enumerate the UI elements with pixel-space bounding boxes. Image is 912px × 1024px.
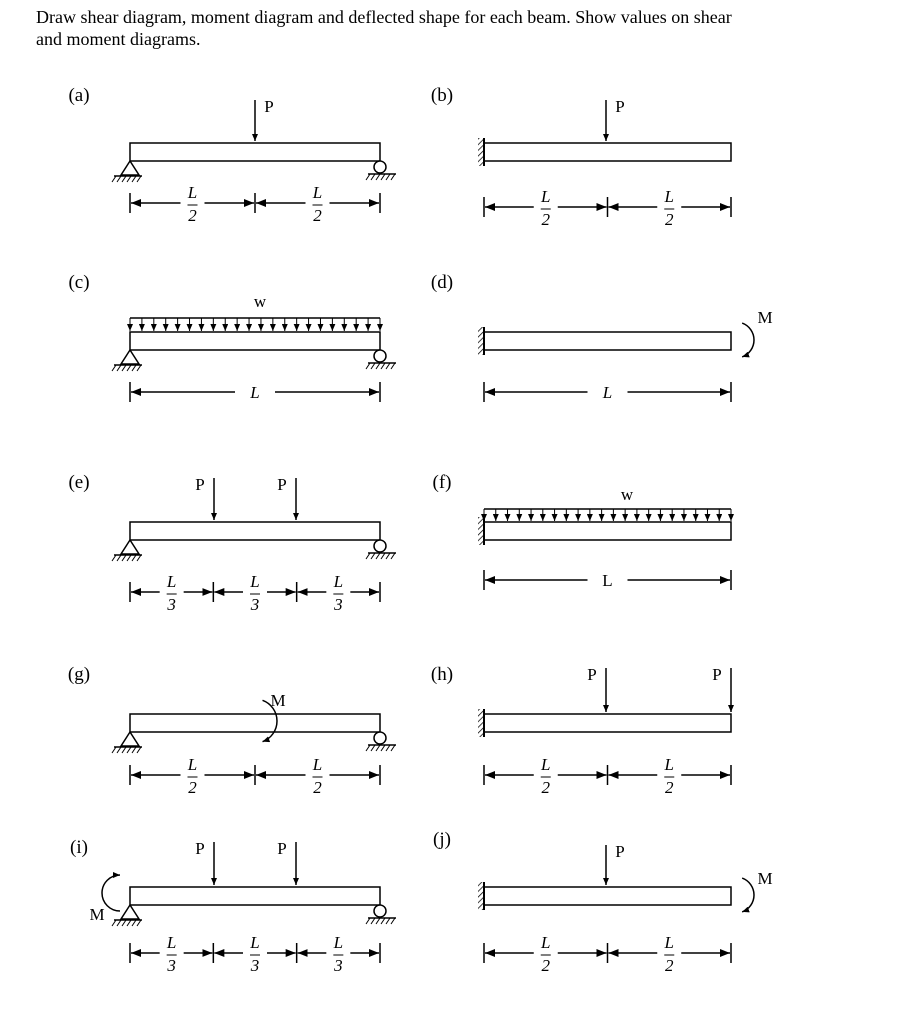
ground-hatch	[112, 747, 116, 753]
dimension-denominator: 2	[665, 210, 674, 229]
moment-arrow	[742, 878, 754, 912]
instructions-line-2: and moment diagrams.	[36, 29, 201, 49]
dimension-numerator: L	[166, 933, 177, 952]
dimension-denominator: 3	[334, 595, 343, 614]
moment-label: M	[270, 691, 286, 710]
pin-support	[121, 161, 139, 175]
ground-hatch	[371, 553, 375, 559]
dimension-numerator: L	[664, 187, 674, 206]
roller-support	[374, 350, 386, 362]
ground-hatch	[122, 365, 126, 371]
dimension-numerator: L	[312, 755, 323, 774]
load-label: P	[587, 665, 597, 684]
ground-hatch	[132, 555, 136, 561]
dimension-numerator: L	[187, 183, 198, 202]
load-label: w	[620, 485, 634, 504]
ground-hatch	[122, 555, 126, 561]
load-label: P	[195, 839, 205, 858]
ground-hatch	[391, 918, 395, 924]
ground-hatch	[122, 747, 126, 753]
dimension-denominator: 3	[167, 956, 176, 975]
pin-support	[121, 540, 139, 554]
ground-hatch	[391, 363, 395, 369]
pin-support	[121, 350, 139, 364]
ground-hatch	[127, 920, 131, 926]
dimension-numerator: L	[333, 572, 344, 591]
problem-j	[433, 829, 773, 975]
dimension-numerator: L	[312, 183, 323, 202]
beam	[130, 887, 380, 905]
ground-hatch	[127, 365, 131, 371]
problem-g	[68, 664, 396, 797]
ground-hatch	[366, 174, 370, 180]
dimension-denominator: 3	[250, 956, 260, 975]
load-label: P	[195, 475, 205, 494]
moment-label: M	[757, 869, 773, 888]
load-label: P	[277, 475, 287, 494]
ground-hatch	[112, 365, 116, 371]
ground-hatch	[381, 918, 385, 924]
ground-hatch	[391, 553, 395, 559]
ground-hatch	[371, 918, 375, 924]
problem-label: (h)	[430, 664, 454, 685]
dimension-numerator: L	[166, 572, 177, 591]
beam	[484, 714, 731, 732]
problem-label: (b)	[430, 85, 454, 106]
dimension-denominator: 3	[250, 595, 260, 614]
ground-hatch	[376, 553, 380, 559]
ground-hatch	[127, 176, 131, 182]
ground-hatch	[112, 555, 116, 561]
ground-hatch	[117, 176, 121, 182]
problem-f	[433, 472, 731, 590]
dimension-denominator: 2	[188, 778, 197, 797]
dimension-numerator: L	[333, 933, 344, 952]
moment-arrow	[742, 323, 754, 357]
ground-hatch	[127, 555, 131, 561]
ground-hatch	[381, 553, 385, 559]
dimension-label: L	[250, 383, 260, 402]
roller-support	[374, 161, 386, 173]
beam	[484, 143, 731, 161]
beam	[484, 522, 731, 540]
beam-drawings	[68, 85, 773, 975]
load-label: P	[264, 97, 274, 116]
dimension-numerator: L	[664, 933, 674, 952]
ground-hatch	[386, 745, 390, 751]
dimension-numerator: L	[250, 933, 260, 952]
beam	[130, 714, 380, 732]
ground-hatch	[376, 174, 380, 180]
ground-hatch	[391, 174, 395, 180]
dimension-denominator: 3	[167, 595, 176, 614]
load-label: P	[615, 97, 625, 116]
ground-hatch	[122, 920, 126, 926]
dimension-numerator: L	[541, 755, 551, 774]
problem-c	[68, 272, 396, 402]
dimension-denominator: 2	[541, 210, 550, 229]
problem-a	[68, 85, 396, 225]
ground-hatch	[376, 918, 380, 924]
load-label: P	[712, 665, 722, 684]
ground-hatch	[366, 745, 370, 751]
ground-hatch	[137, 747, 141, 753]
ground-hatch	[376, 745, 380, 751]
roller-support	[374, 732, 386, 744]
dimension-denominator: 2	[313, 778, 322, 797]
dimension-denominator: 2	[665, 778, 674, 797]
ground-hatch	[376, 363, 380, 369]
ground-hatch	[117, 555, 121, 561]
dimension-denominator: 2	[665, 956, 674, 975]
roller-support	[374, 540, 386, 552]
ground-hatch	[366, 918, 370, 924]
beam	[130, 332, 380, 350]
beam	[484, 332, 731, 350]
ground-hatch	[137, 176, 141, 182]
problem-label: (i)	[70, 837, 88, 858]
ground-hatch	[381, 363, 385, 369]
ground-hatch	[386, 363, 390, 369]
moment-label: M	[757, 308, 773, 327]
ground-hatch	[112, 176, 116, 182]
problem-label: (c)	[68, 272, 90, 293]
ground-hatch	[386, 918, 390, 924]
dimension-numerator: L	[664, 755, 674, 774]
ground-hatch	[386, 174, 390, 180]
ground-hatch	[381, 174, 385, 180]
dimension-denominator: 2	[541, 778, 550, 797]
ground-hatch	[137, 555, 141, 561]
ground-hatch	[386, 553, 390, 559]
problem-label: (a)	[68, 85, 90, 106]
pin-support	[121, 732, 139, 746]
problem-label: (e)	[68, 472, 90, 493]
ground-hatch	[381, 745, 385, 751]
problem-b	[431, 85, 731, 229]
ground-hatch	[137, 365, 141, 371]
ground-hatch	[371, 363, 375, 369]
ground-hatch	[127, 747, 131, 753]
ground-hatch	[366, 363, 370, 369]
dimension-denominator: 2	[541, 956, 550, 975]
ground-hatch	[117, 920, 121, 926]
dimension-label: L	[602, 383, 613, 402]
beam	[130, 143, 380, 161]
ground-hatch	[132, 176, 136, 182]
ground-hatch	[371, 745, 375, 751]
moment-arrow	[102, 875, 120, 911]
dimension-numerator: L	[541, 187, 551, 206]
problem-h	[431, 664, 731, 797]
problem-i	[70, 837, 396, 975]
ground-hatch	[112, 920, 116, 926]
beam	[484, 887, 731, 905]
dimension-label: L	[602, 571, 613, 590]
dimension-numerator: L	[250, 572, 260, 591]
ground-hatch	[132, 920, 136, 926]
problem-label: (d)	[430, 272, 454, 293]
load-label: P	[615, 842, 625, 861]
ground-hatch	[117, 365, 121, 371]
problem-d	[431, 272, 773, 402]
ground-hatch	[122, 176, 126, 182]
dimension-denominator: 3	[334, 956, 343, 975]
dimension-numerator: L	[541, 933, 551, 952]
problem-label: (f)	[432, 472, 452, 493]
load-label: w	[253, 292, 267, 311]
dimension-denominator: 2	[188, 206, 197, 225]
roller-support	[374, 905, 386, 917]
dimension-denominator: 2	[313, 206, 322, 225]
ground-hatch	[137, 920, 141, 926]
pin-support	[121, 905, 139, 919]
problem-e	[68, 472, 396, 614]
beam	[130, 522, 380, 540]
instructions-line-1: Draw shear diagram, moment diagram and deflected shape for each beam. Show values on shear	[36, 7, 732, 27]
load-label: P	[277, 839, 287, 858]
problem-label: (g)	[67, 664, 91, 685]
ground-hatch	[117, 747, 121, 753]
ground-hatch	[132, 747, 136, 753]
dimension-numerator: L	[187, 755, 198, 774]
problem-label: (j)	[433, 829, 451, 850]
ground-hatch	[391, 745, 395, 751]
ground-hatch	[132, 365, 136, 371]
ground-hatch	[366, 553, 370, 559]
moment-label: M	[89, 905, 105, 924]
ground-hatch	[371, 174, 375, 180]
